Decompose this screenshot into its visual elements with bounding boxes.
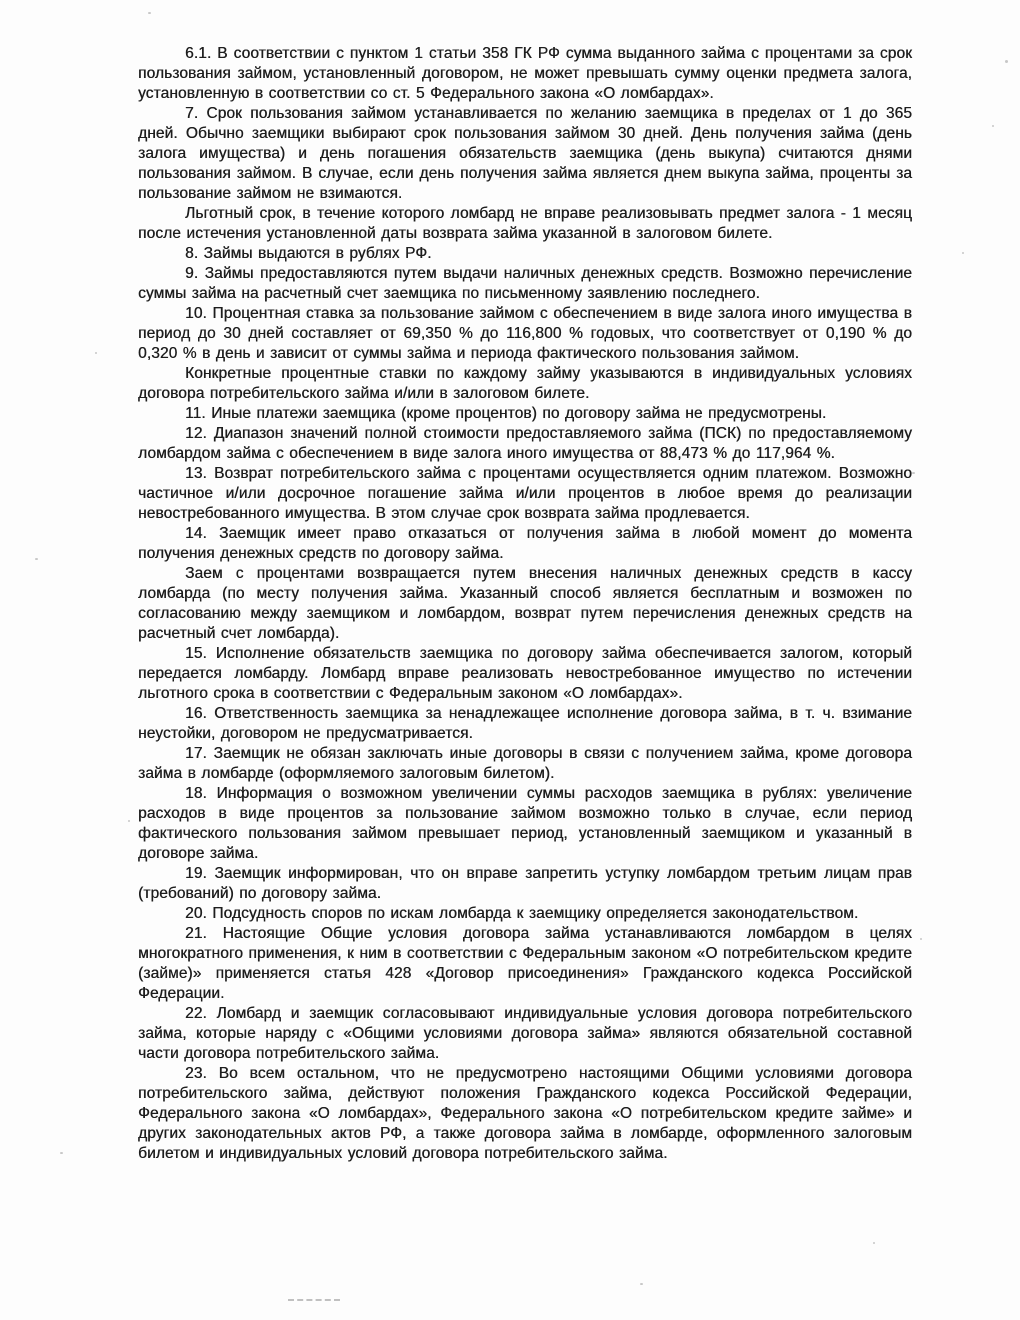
paragraph-15: 15. Исполнение обязательств заемщика по договору займа обеспечивается залогом, который передается ломбарду. Ломбард вправе реализовать невостребованное имущество по истечении льготного срока в соответствии с Федеральным законом «О ломбардах». [138, 645, 912, 702]
paragraph-12: 12. Диапазон значений полной стоимости предоставляемого займа (ПСК) по предоставляемому ломбардом займа с обеспечением в виде залога иного имущества от 88,473 % до 117,964 %. [138, 425, 912, 462]
paragraph-10: 10. Процентная ставка за пользование займом с обеспечением в виде залога иного имущества в период до 30 дней составляет от 69,350 % до 116,800 % годовых, что соответствует от 0,190 % до 0,320 % в день и зависит от суммы займа и периода фактического пользования займом. [138, 305, 912, 362]
scan-speck [35, 558, 38, 560]
scan-speck [920, 938, 922, 940]
paragraph-20: 20. Подсудность споров по искам ломбарда к заемщику определяется законодательством. [185, 905, 859, 922]
scan-speck [640, 1283, 643, 1285]
scan-speck [873, 1242, 875, 1244]
scan-speck [962, 252, 964, 254]
paragraph-grace-period: Льготный срок, в течение которого ломбард не вправе реализовывать предмет залога - 1 месяц после истечения установленной даты возврата займа указанной в залоговом билете. [138, 205, 912, 242]
paragraph-19: 19. Заемщик информирован, что он вправе запретить уступку ломбардом третьим лицам прав (требований) по договору займа. [138, 865, 912, 902]
paragraph-13: 13. Возврат потребительского займа с процентами осуществляется одним платежом. Возможно частичное и/или досрочное погашение займа и/или процентов в любое время до реализации невостребованного имущества. В этом случае срок возврата займа продлевается. [138, 465, 912, 522]
scan-speck [128, 820, 130, 822]
paragraph-23: 23. Во всем остальном, что не предусмотрено настоящими Общими условиями договора потребительского займа, действуют положения Гражданского кодекса Российской Федерации, Федерального закона «О ломбардах», Федерального закона «О потребительском кредите займе» и других законодательных актов РФ, а также договора займа в ломбарде, оформленного залоговым билетом и индивидуальных условий договора потребительского займа. [138, 1065, 912, 1162]
scan-speck [60, 1152, 63, 1154]
scan-speck [912, 472, 915, 474]
paragraph-16: 16. Ответственность заемщика за ненадлежащее исполнение договора займа, в т. ч. взимание неустойки, договором не предусматривается. [138, 705, 912, 742]
scan-speck [1005, 60, 1008, 63]
scan-speck [992, 125, 994, 127]
paragraph-21: 21. Настоящие Общие условия договора займа устанавливаются ломбардом в целях многократного применения, к ним в соответствии с Федеральным законом «О потребительском кредите (займе)» применяется статья 428 «Договор присоединения» Гражданского кодекса Российской Федерации. [138, 925, 912, 1002]
paragraph-11: 11. Иные платежи заемщика (кроме процентов) по договору займа не предусмотрены. [185, 405, 827, 422]
scan-speck [148, 12, 151, 14]
paragraph-14: 14. Заемщик имеет право отказаться от получения займа в любой момент до момента получения денежных средств по договору займа. [138, 525, 912, 562]
paragraph-7: 7. Срок пользования займом устанавливается по желанию заемщика в пределах от 1 до 365 дней. Обычно заемщики выбирают срок пользования займом 30 дней. День получения займа (день залога имущества) и день погашения обязательств заемщика (день выкупа) считаются днями пользования займом. В случае, если день получения займа является днем выкупа займа, проценты за пользование займом не взимаются. [138, 105, 912, 202]
paragraph-10-note: Конкретные процентные ставки по каждому займу указываются в индивидуальных условиях договора потребительского займа и/или в залоговом билете. [138, 365, 912, 402]
paragraph-22: 22. Ломбард и заемщик согласовывают индивидуальные условия договора потребительского займа, которые наряду с «Общими условиями договора займа» являются обязательной составной части договора потребительского займа. [138, 1005, 912, 1062]
paragraph-6-1: 6.1. В соответствии с пунктом 1 статьи 358 ГК РФ сумма выданного займа с процентами за срок пользования займом, установленный договором, не может превышать сумму оценки предмета залога, установленную в соответствии со ст. 5 Федерального закона «О ломбардах». [138, 45, 912, 102]
scan-speck [95, 352, 97, 354]
paragraph-17: 17. Заемщик не обязан заключать иные договоры в связи с получением займа, кроме договора займа в ломбарде (оформляемого залоговым билетом). [138, 745, 912, 782]
paragraph-18: 18. Информация о возможном увеличении суммы расходов заемщика в рублях: увеличение расходов в виде процентов за пользование займом возможно только в случае, если период фактического пользования займом превышает период, установленный заемщиком и указанный в договоре займа. [138, 785, 912, 862]
scan-smudge [288, 1299, 340, 1301]
document-text [138, 44, 912, 1164]
paragraph-14-note: Заем с процентами возвращается путем внесения наличных денежных средств в кассу ломбарда (по месту получения займа. Указанный способ является бесплатным и возможен по согласованию между заемщиком и ломбардом, возврат путем перечисления денежных средств на расчетный счет ломбарда). [138, 565, 912, 642]
paragraph-8: 8. Займы выдаются в рублях РФ. [185, 245, 432, 262]
paragraph-9: 9. Займы предоставляются путем выдачи наличных денежных средств. Возможно перечисление суммы займа на расчетный счет заемщика по письменному заявлению последнего. [138, 265, 912, 302]
